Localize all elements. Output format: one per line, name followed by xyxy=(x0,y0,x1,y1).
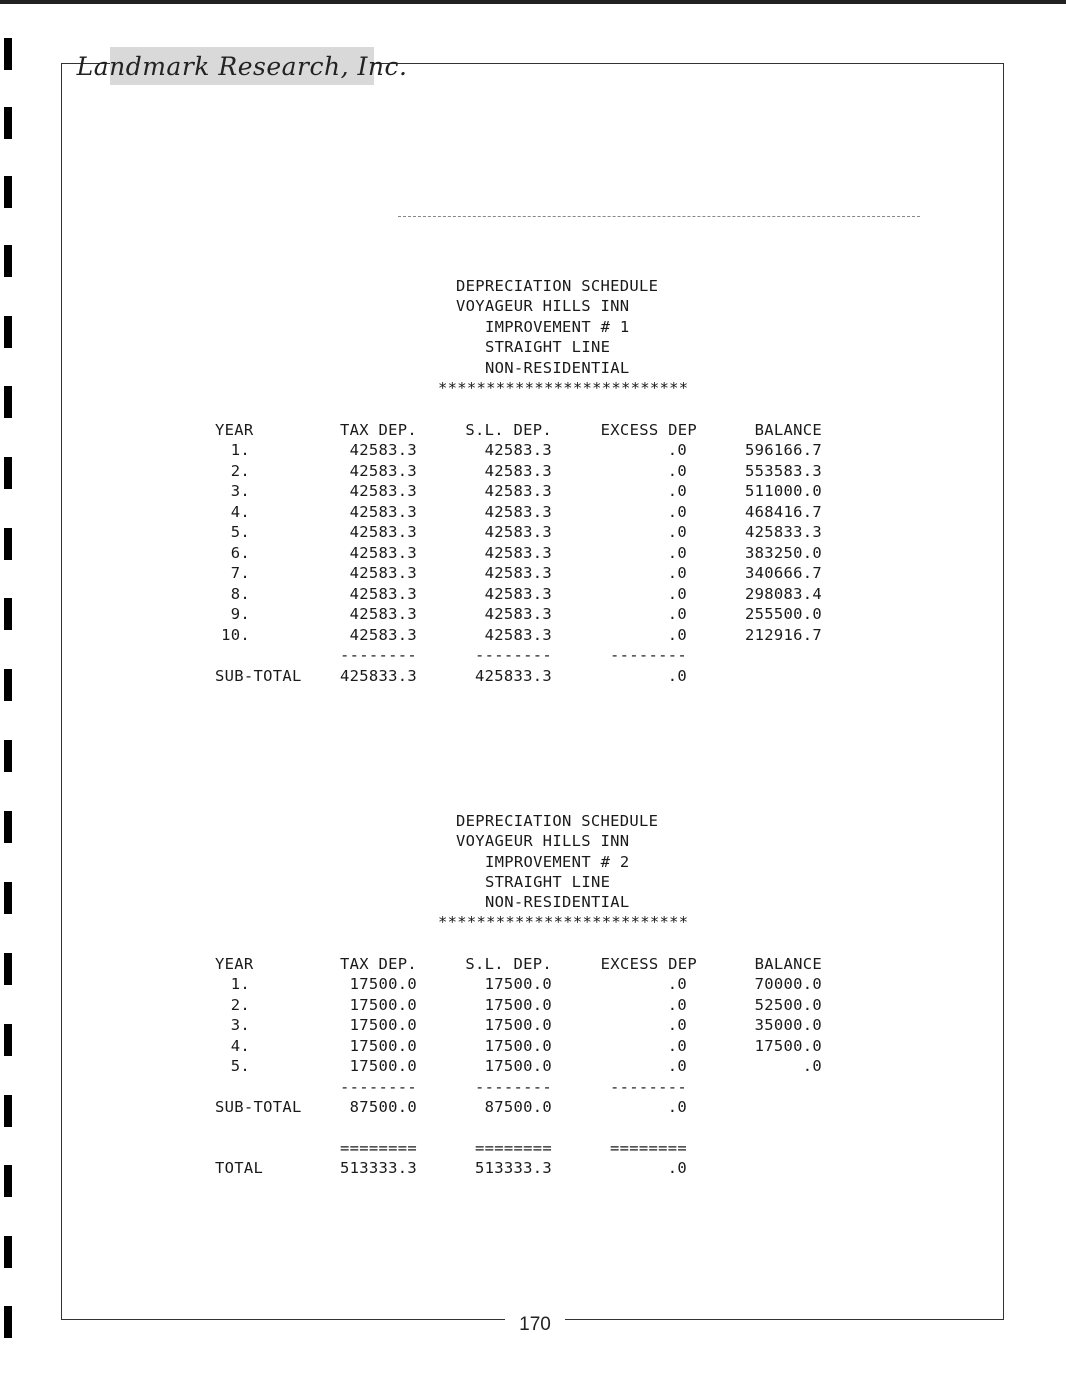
cell-tax-dep: 17500.0 xyxy=(349,1016,417,1034)
page-number-box xyxy=(505,1308,565,1342)
cell-sl-dep: 42583.3 xyxy=(484,461,552,480)
col-header-tax-dep: TAX DEP. xyxy=(339,421,417,439)
separator: -------- xyxy=(609,1078,687,1096)
binding-mark xyxy=(4,882,12,914)
col-header-year: YEAR xyxy=(215,421,254,439)
cell-tax-dep: 42583.3 xyxy=(349,461,417,480)
cell-balance: 468416.7 xyxy=(744,502,822,521)
binding-mark xyxy=(4,669,12,701)
total-excess-dep: .0 xyxy=(667,1159,687,1177)
cell-year: 2. xyxy=(230,461,250,480)
cell-excess-dep: .0 xyxy=(667,1057,687,1075)
cell-excess-dep: .0 xyxy=(667,584,687,603)
cell-year: 10. xyxy=(221,625,250,644)
improvement-label: IMPROVEMENT # 1 xyxy=(485,318,630,336)
cell-tax-dep: 42583.3 xyxy=(349,564,417,582)
cell-tax-dep: 42583.3 xyxy=(349,584,417,603)
col-header-excess-dep: EXCESS DEP xyxy=(600,421,697,439)
total-label: TOTAL xyxy=(215,1159,264,1177)
binding-mark xyxy=(4,316,12,348)
cell-balance: 255500.0 xyxy=(744,605,822,623)
cell-excess-dep: .0 xyxy=(667,482,687,500)
cell-sl-dep: 42583.3 xyxy=(484,543,552,562)
double-separator: ======== xyxy=(339,1139,417,1157)
property-name: VOYAGEUR HILLS INN xyxy=(456,832,630,850)
cell-excess-dep: .0 xyxy=(667,995,687,1014)
dotted-rule xyxy=(398,216,920,217)
star-divider: ************************** xyxy=(438,913,689,931)
cell-sl-dep: 42583.3 xyxy=(484,502,552,521)
cell-sl-dep: 42583.3 xyxy=(484,564,552,582)
cell-excess-dep: .0 xyxy=(667,523,687,541)
cell-year: 5. xyxy=(230,523,250,541)
page-top-edge xyxy=(0,0,1066,4)
cell-tax-dep: 42583.3 xyxy=(349,502,417,521)
cell-year: 2. xyxy=(230,995,250,1014)
cell-year: 9. xyxy=(230,605,250,623)
subtotal-label: SUB-TOTAL xyxy=(215,1098,302,1116)
double-separator: ======== xyxy=(609,1139,687,1157)
improvement-label: IMPROVEMENT # 2 xyxy=(485,853,630,871)
cell-excess-dep: .0 xyxy=(667,543,687,562)
separator: -------- xyxy=(474,1078,552,1096)
cell-balance: 212916.7 xyxy=(744,625,822,644)
page-frame xyxy=(61,63,1004,1320)
cell-year: 4. xyxy=(230,1036,250,1055)
cell-balance: 298083.4 xyxy=(744,584,822,603)
subtotal-tax-dep: 87500.0 xyxy=(349,1098,417,1116)
cell-tax-dep: 42583.3 xyxy=(349,523,417,541)
cell-sl-dep: 42583.3 xyxy=(484,625,552,644)
binding-mark xyxy=(4,1236,12,1268)
subtotal-sl-dep: 87500.0 xyxy=(484,1098,552,1116)
separator: -------- xyxy=(474,646,552,664)
cell-sl-dep: 17500.0 xyxy=(484,1036,552,1055)
cell-sl-dep: 17500.0 xyxy=(484,1016,552,1034)
cell-year: 1. xyxy=(230,441,250,459)
binding-mark xyxy=(4,953,12,985)
subtotal-label: SUB-TOTAL xyxy=(215,667,302,685)
cell-sl-dep: 42583.3 xyxy=(484,523,552,541)
subtotal-excess-dep: .0 xyxy=(667,1098,687,1116)
cell-balance: 70000.0 xyxy=(754,975,822,993)
binding-mark xyxy=(4,1306,12,1338)
double-separator: ======== xyxy=(474,1139,552,1157)
total-tax-dep: 513333.3 xyxy=(339,1159,417,1177)
binding-mark xyxy=(4,245,12,277)
cell-balance: 35000.0 xyxy=(754,1016,822,1034)
cell-sl-dep: 17500.0 xyxy=(484,975,552,993)
col-header-sl-dep: S.L. DEP. xyxy=(465,421,552,439)
col-header-year: YEAR xyxy=(215,955,254,973)
binding-mark xyxy=(4,1095,12,1127)
cell-balance: 383250.0 xyxy=(744,543,822,562)
cell-tax-dep: 42583.3 xyxy=(349,625,417,644)
cell-tax-dep: 17500.0 xyxy=(349,975,417,993)
cell-year: 8. xyxy=(230,584,250,603)
cell-excess-dep: .0 xyxy=(667,461,687,480)
page-number: 170 xyxy=(519,1314,551,1335)
cell-tax-dep: 42583.3 xyxy=(349,441,417,459)
cell-tax-dep: 42583.3 xyxy=(349,605,417,623)
binding-mark xyxy=(4,598,12,630)
cell-balance: 553583.3 xyxy=(744,461,822,480)
cell-tax-dep: 42583.3 xyxy=(349,543,417,562)
cell-balance: .0 xyxy=(802,1057,822,1075)
cell-tax-dep: 17500.0 xyxy=(349,1057,417,1075)
schedule-title: DEPRECIATION SCHEDULE xyxy=(456,812,659,830)
separator: -------- xyxy=(609,646,687,664)
cell-year: 4. xyxy=(230,502,250,521)
company-logo xyxy=(76,47,408,85)
cell-sl-dep: 42583.3 xyxy=(484,605,552,623)
separator: -------- xyxy=(339,1078,417,1096)
col-header-balance: BALANCE xyxy=(754,421,822,439)
method-label: STRAIGHT LINE xyxy=(485,873,611,891)
property-name: VOYAGEUR HILLS INN xyxy=(456,297,630,315)
binding-mark xyxy=(4,528,12,560)
star-divider: ************************** xyxy=(438,379,689,397)
binding-mark xyxy=(4,1165,12,1197)
cell-balance: 340666.7 xyxy=(744,564,822,582)
cell-tax-dep: 17500.0 xyxy=(349,1036,417,1055)
cell-sl-dep: 42583.3 xyxy=(484,441,552,459)
cell-year: 3. xyxy=(230,1016,250,1034)
cell-sl-dep: 42583.3 xyxy=(484,482,552,500)
col-header-tax-dep: TAX DEP. xyxy=(339,955,417,973)
binding-mark xyxy=(4,1024,12,1056)
col-header-balance: BALANCE xyxy=(754,955,822,973)
cell-sl-dep: 42583.3 xyxy=(484,584,552,603)
cell-excess-dep: .0 xyxy=(667,564,687,582)
binding-mark xyxy=(4,457,12,489)
cell-tax-dep: 17500.0 xyxy=(349,995,417,1014)
method-label: STRAIGHT LINE xyxy=(485,338,611,356)
cell-year: 1. xyxy=(230,975,250,993)
cell-year: 7. xyxy=(230,564,250,582)
cell-excess-dep: .0 xyxy=(667,975,687,993)
binding-mark xyxy=(4,107,12,139)
cell-excess-dep: .0 xyxy=(667,502,687,521)
binding-mark xyxy=(4,740,12,772)
subtotal-excess-dep: .0 xyxy=(667,667,687,685)
type-label: NON-RESIDENTIAL xyxy=(485,359,630,377)
total-sl-dep: 513333.3 xyxy=(474,1159,552,1177)
subtotal-tax-dep: 425833.3 xyxy=(339,667,417,685)
cell-excess-dep: .0 xyxy=(667,441,687,459)
cell-year: 6. xyxy=(230,543,250,562)
col-header-excess-dep: EXCESS DEP xyxy=(600,955,697,973)
cell-sl-dep: 17500.0 xyxy=(484,1057,552,1075)
logo-text: Landmark Research, Inc. xyxy=(76,51,408,81)
cell-year: 5. xyxy=(230,1057,250,1075)
cell-tax-dep: 42583.3 xyxy=(349,482,417,500)
subtotal-sl-dep: 425833.3 xyxy=(474,667,552,685)
binding-mark xyxy=(4,176,12,208)
separator: -------- xyxy=(339,646,417,664)
binding-mark xyxy=(4,38,12,70)
cell-sl-dep: 17500.0 xyxy=(484,995,552,1014)
cell-excess-dep: .0 xyxy=(667,1016,687,1034)
type-label: NON-RESIDENTIAL xyxy=(485,893,630,911)
cell-balance: 596166.7 xyxy=(744,441,822,459)
cell-balance: 17500.0 xyxy=(754,1036,822,1055)
cell-excess-dep: .0 xyxy=(667,625,687,644)
binding-mark xyxy=(4,386,12,418)
cell-balance: 511000.0 xyxy=(744,482,822,500)
cell-excess-dep: .0 xyxy=(667,605,687,623)
cell-year: 3. xyxy=(230,482,250,500)
binding-mark xyxy=(4,811,12,843)
cell-excess-dep: .0 xyxy=(667,1036,687,1055)
schedule-title: DEPRECIATION SCHEDULE xyxy=(456,277,659,295)
col-header-sl-dep: S.L. DEP. xyxy=(465,955,552,973)
cell-balance: 425833.3 xyxy=(744,523,822,541)
cell-balance: 52500.0 xyxy=(754,995,822,1014)
